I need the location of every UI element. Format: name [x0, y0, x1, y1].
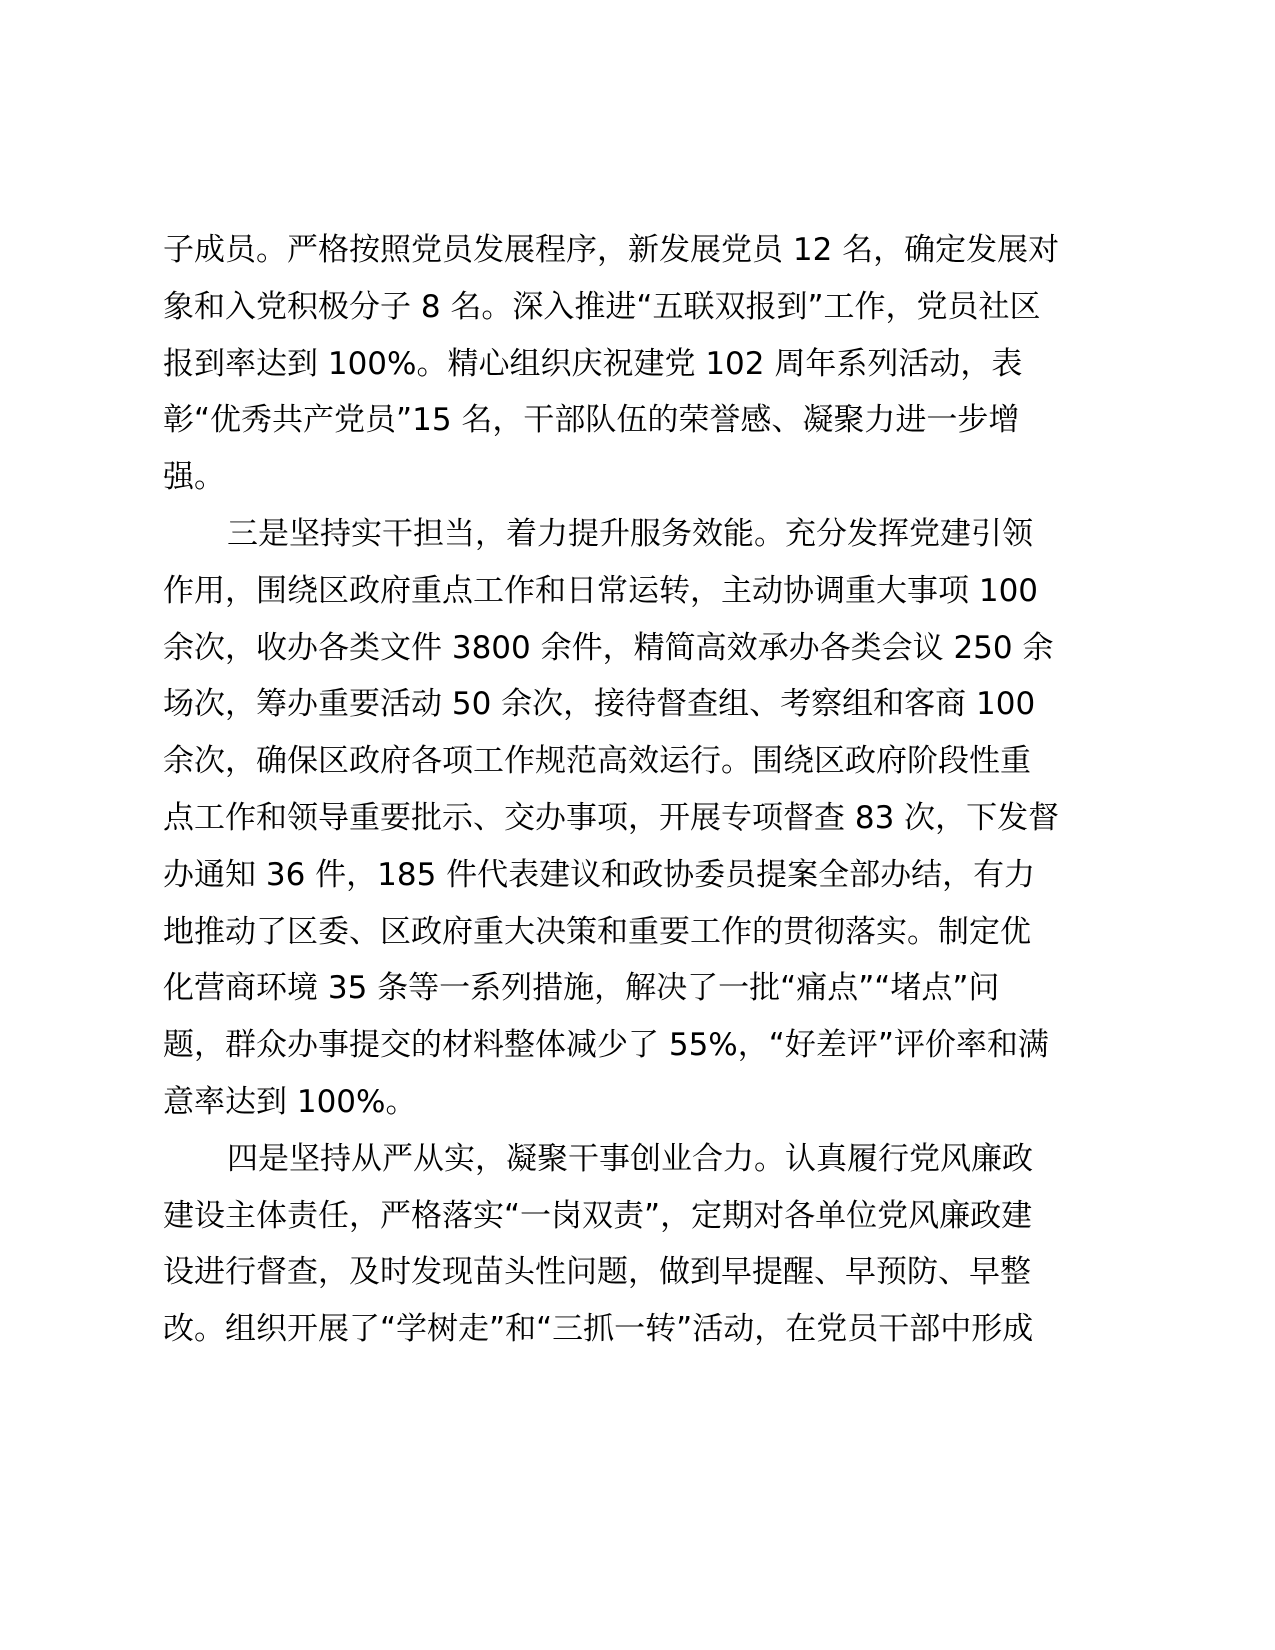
text-line: 办通知 36 件，185 件代表建议和政协委员提案全部办结，有力 [163, 856, 1036, 893]
text-line: 彰“优秀共产党员”15 名，干部队伍的荣誉感、凝聚力进一步增 [163, 402, 1020, 439]
paragraph-start-line: 三是坚持实干担当，着力提升服务效能。充分发挥党建引领 [227, 515, 1033, 552]
text-line: 子成员。严格按照党员发展程序，新发展党员 12 名，确定发展对 [163, 232, 1060, 268]
text-line: 地推动了区委、区政府重大决策和重要工作的贯彻落实。制定优 [163, 913, 1031, 950]
paragraph-start-line: 四是坚持从严从实，凝聚干事创业合力。认真履行党风廉政 [227, 1140, 1033, 1177]
text-line: 意率达到 100%。 [163, 1083, 417, 1120]
text-line: 改。组织开展了“学树走”和“三抓一转”活动，在党员干部中形成 [163, 1311, 1034, 1348]
text-line: 报到率达到 100%。精心组织庆祝建党 102 周年系列活动，表 [163, 345, 1023, 382]
text-line: 化营商环境 35 条等一系列措施，解决了一批“痛点”“堵点”问 [163, 970, 1000, 1007]
text-line: 场次，筹办重要活动 50 余次，接待督查组、考察组和客商 100 [163, 686, 1036, 723]
text-line: 建设主体责任，严格落实“一岗双责”，定期对各单位党风廉政建 [163, 1197, 1033, 1234]
document-text-body [163, 222, 1123, 1358]
text-line: 象和入党积极分子 8 名。深入推进“五联双报到”工作，党员社区 [163, 288, 1041, 325]
text-line: 点工作和领导重要批示、交办事项，开展专项督查 83 次，下发督 [163, 799, 1060, 836]
text-line: 设进行督查，及时发现苗头性问题，做到早提醒、早预防、早整 [163, 1254, 1031, 1291]
text-line: 余次，确保区政府各项工作规范高效运行。围绕区政府阶段性重 [163, 743, 1031, 780]
text-line: 余次，收办各类文件 3800 余件，精简高效承办各类会议 250 余 [163, 629, 1054, 666]
text-line: 题，群众办事提交的材料整体减少了 55%，“好差评”评价率和满 [163, 1027, 1049, 1064]
text-line: 强。 [163, 459, 225, 496]
text-line: 作用，围绕区政府重点工作和日常运转，主动协调重大事项 100 [163, 572, 1039, 609]
